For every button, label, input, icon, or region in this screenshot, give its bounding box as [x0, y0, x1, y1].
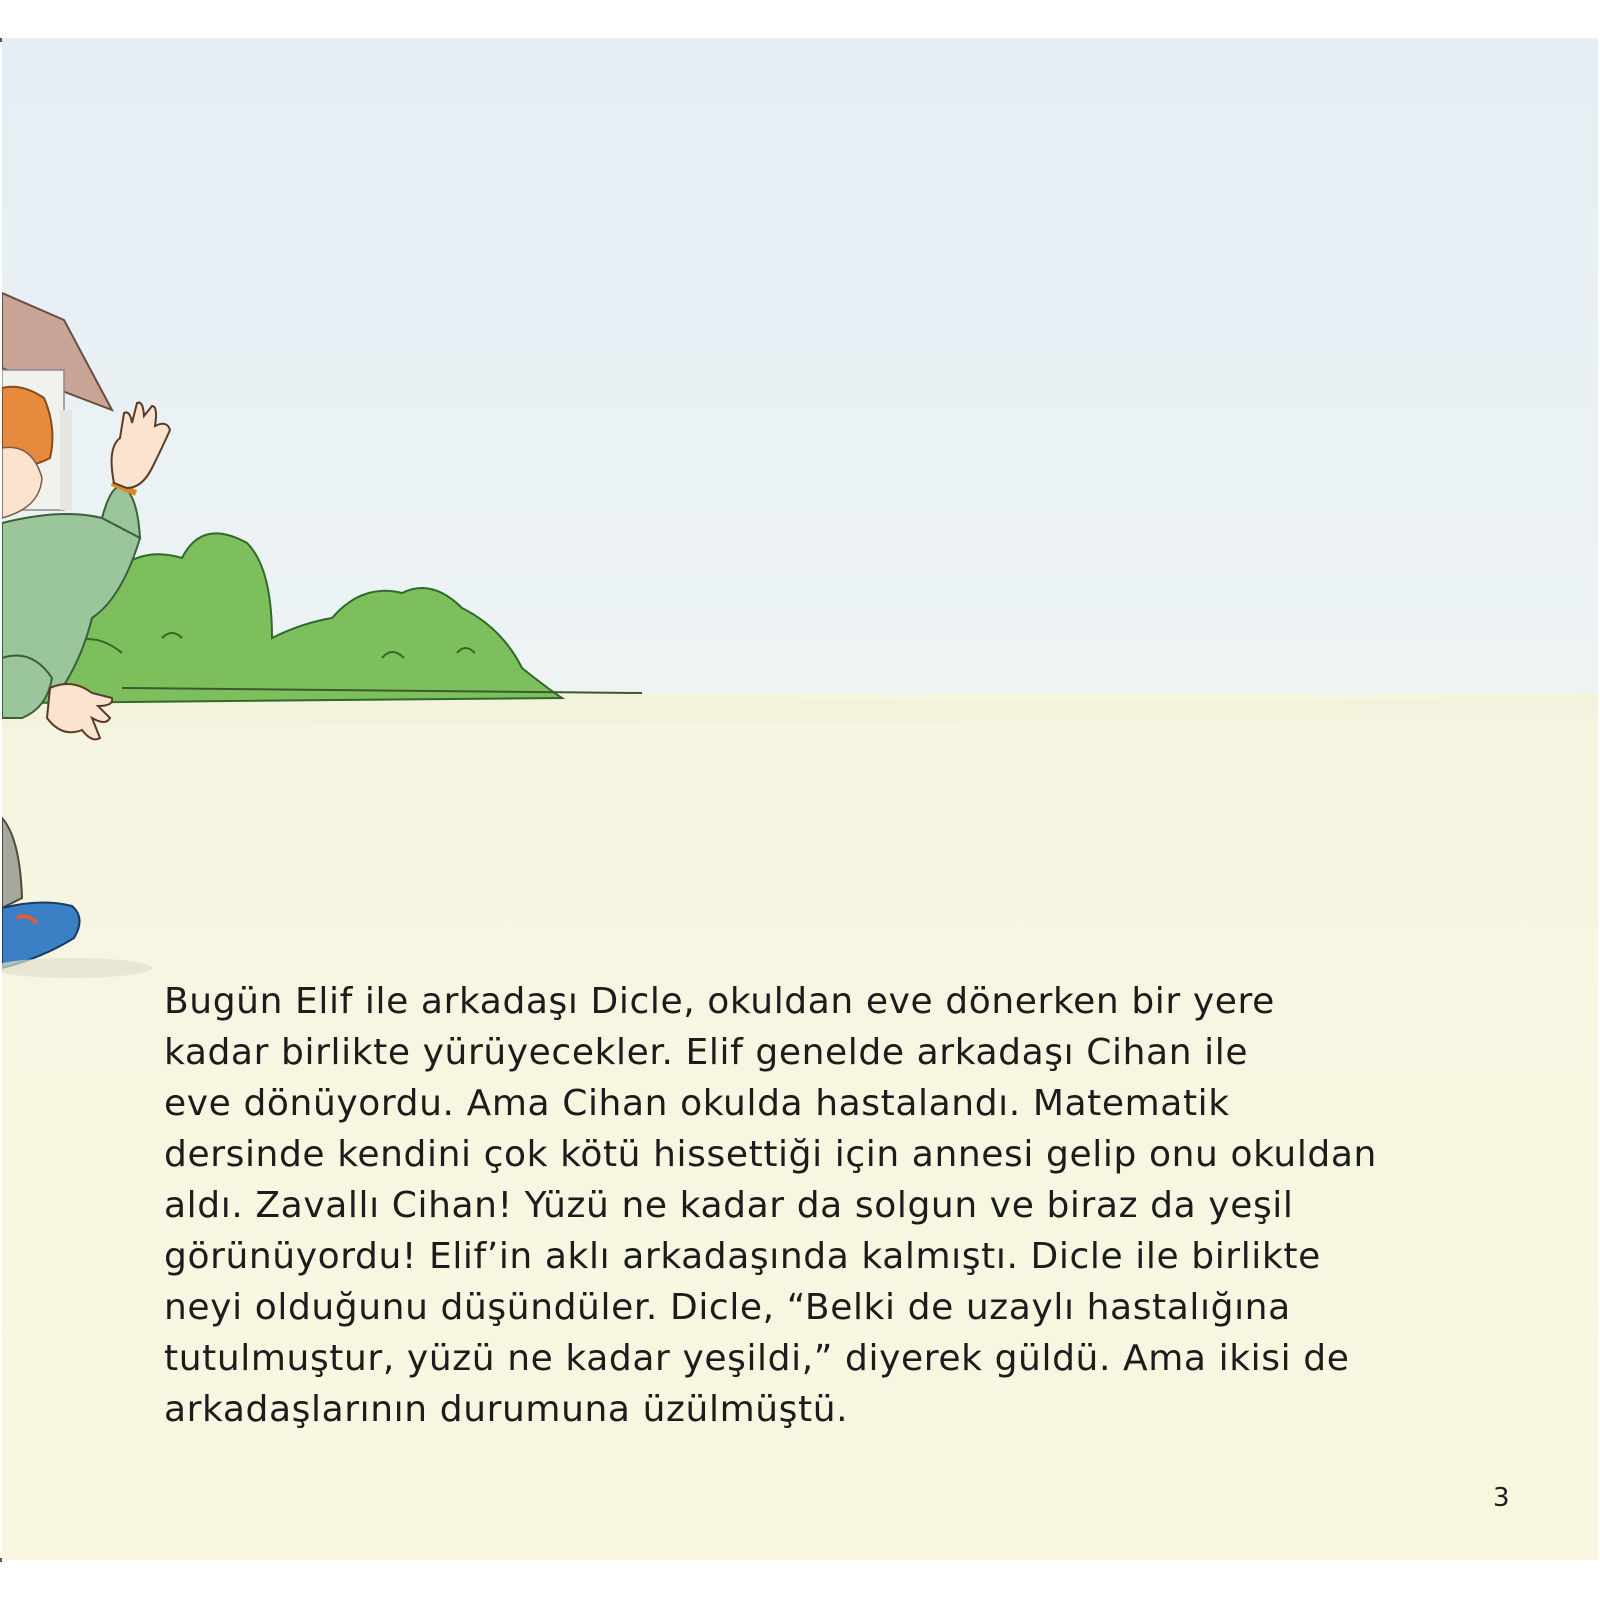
- story-line: kadar birlikte yürüyecekler. Elif genelde arkadaşı Cihan ile: [164, 1032, 1249, 1073]
- crop-mark: [0, 38, 2, 42]
- story-line: dersinde kendini çok kötü hissettiği için annesi gelip onu okuldan: [164, 1134, 1377, 1175]
- page-number: 3: [1493, 1483, 1510, 1513]
- story-line: Bugün Elif ile arkadaşı Dicle, okuldan eve dönerken bir yere: [164, 981, 1275, 1022]
- crop-mark: [0, 1558, 2, 1562]
- story-line: görünüyordu! Elif’in aklı arkadaşında kalmıştı. Dicle ile birlikte: [164, 1236, 1321, 1277]
- story-line: arkadaşlarının durumuna üzülmüştü.: [164, 1389, 849, 1430]
- story-paragraph: [164, 976, 1484, 1435]
- story-line: eve dönüyordu. Ama Cihan okulda hastalandı. Matematik: [164, 1083, 1230, 1124]
- story-line: aldı. Zavallı Cihan! Yüzü ne kadar da solgun ve biraz da yeşil: [164, 1185, 1294, 1226]
- story-line: neyi olduğunu düşündüler. Dicle, “Belki de uzaylı hastalığına: [164, 1287, 1291, 1328]
- story-line: tutulmuştur, yüzü ne kadar yeşildi,” diyerek güldü. Ama ikisi de: [164, 1338, 1350, 1379]
